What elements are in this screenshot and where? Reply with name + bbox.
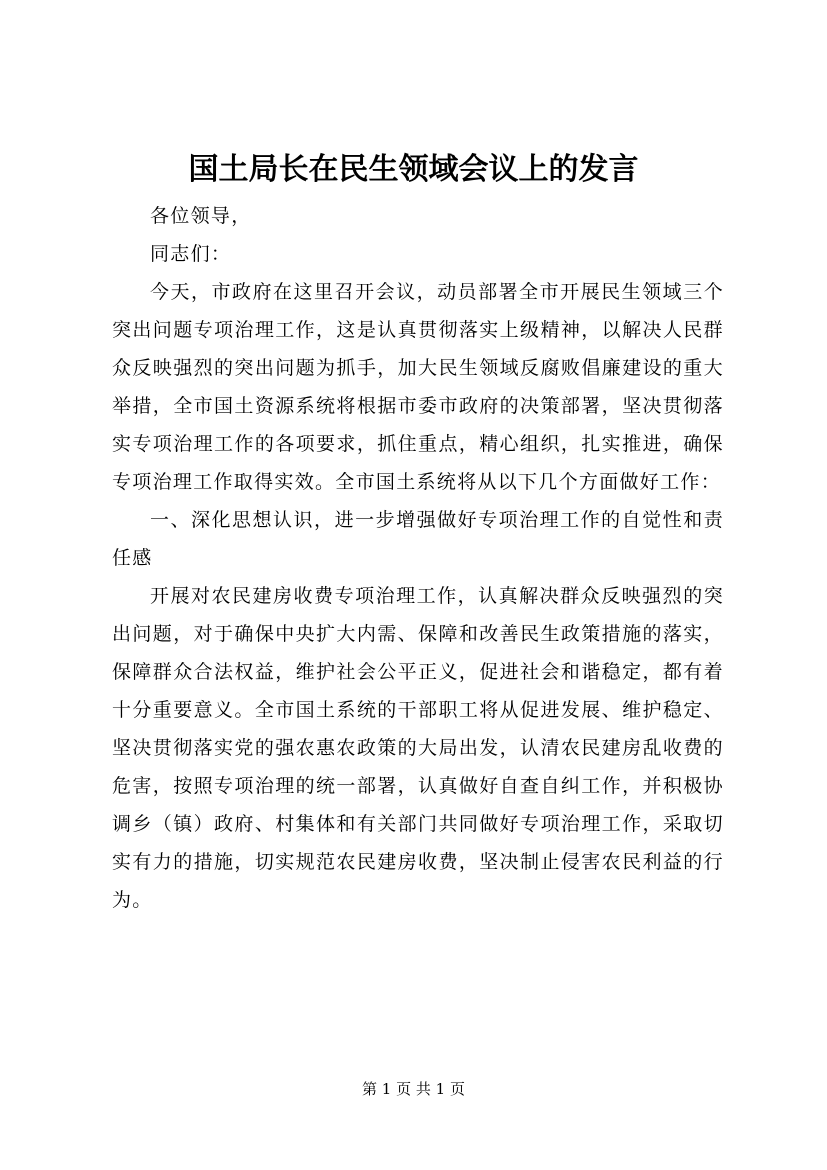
paragraph-intro: 今天，市政府在这里召开会议，动员部署全市开展民生领域三个突出问题专项治理工作，这是认真贯彻落实上级精神，以解决人民群众反映强烈的突出问题为抓手，加大民生领域反腐败倡廉建设的重大举措，全市国土资源系统将根据市委市政府的决策部署，坚决贯彻落实专项治理工作的各项要求，抓住重点，精心组织，扎实推进，确保专项治理工作取得实效。全市国土系统将从以下几个方面做好工作： [112, 281, 724, 493]
document-body [112, 197, 724, 919]
paragraph-section-1: 开展对农民建房收费专项治理工作，认真解决群众反映强烈的突出问题，对于确保中央扩大内需、保障和改善民生政策措施的落实，保障群众合法权益，维护社会公平正义，促进社会和谐稳定，都有着十分重要意义。全市国土系统的干部职工将从促进发展、维护稳定、坚决贯彻落实党的强农惠农政策的大局出发，认清农民建房乱收费的危害，按照专项治理的统一部署，认真做好自查自纠工作，并积极协调乡（镇）政府、村集体和有关部门共同做好专项治理工作，采取切实有力的措施，切实规范农民建房收费，坚决制止侵害农民利益的行为。 [112, 585, 724, 911]
page-footer: 第 1 页 共 1 页 [362, 1080, 465, 1098]
salutation-leaders: 各位领导， [150, 205, 252, 227]
salutation-comrades: 同志们： [150, 243, 232, 265]
section-heading-1: 一、深化思想认识，进一步增强做好专项治理工作的自觉性和责任感 [112, 509, 724, 569]
document-title: 国土局长在民生领域会议上的发言 [188, 152, 639, 187]
